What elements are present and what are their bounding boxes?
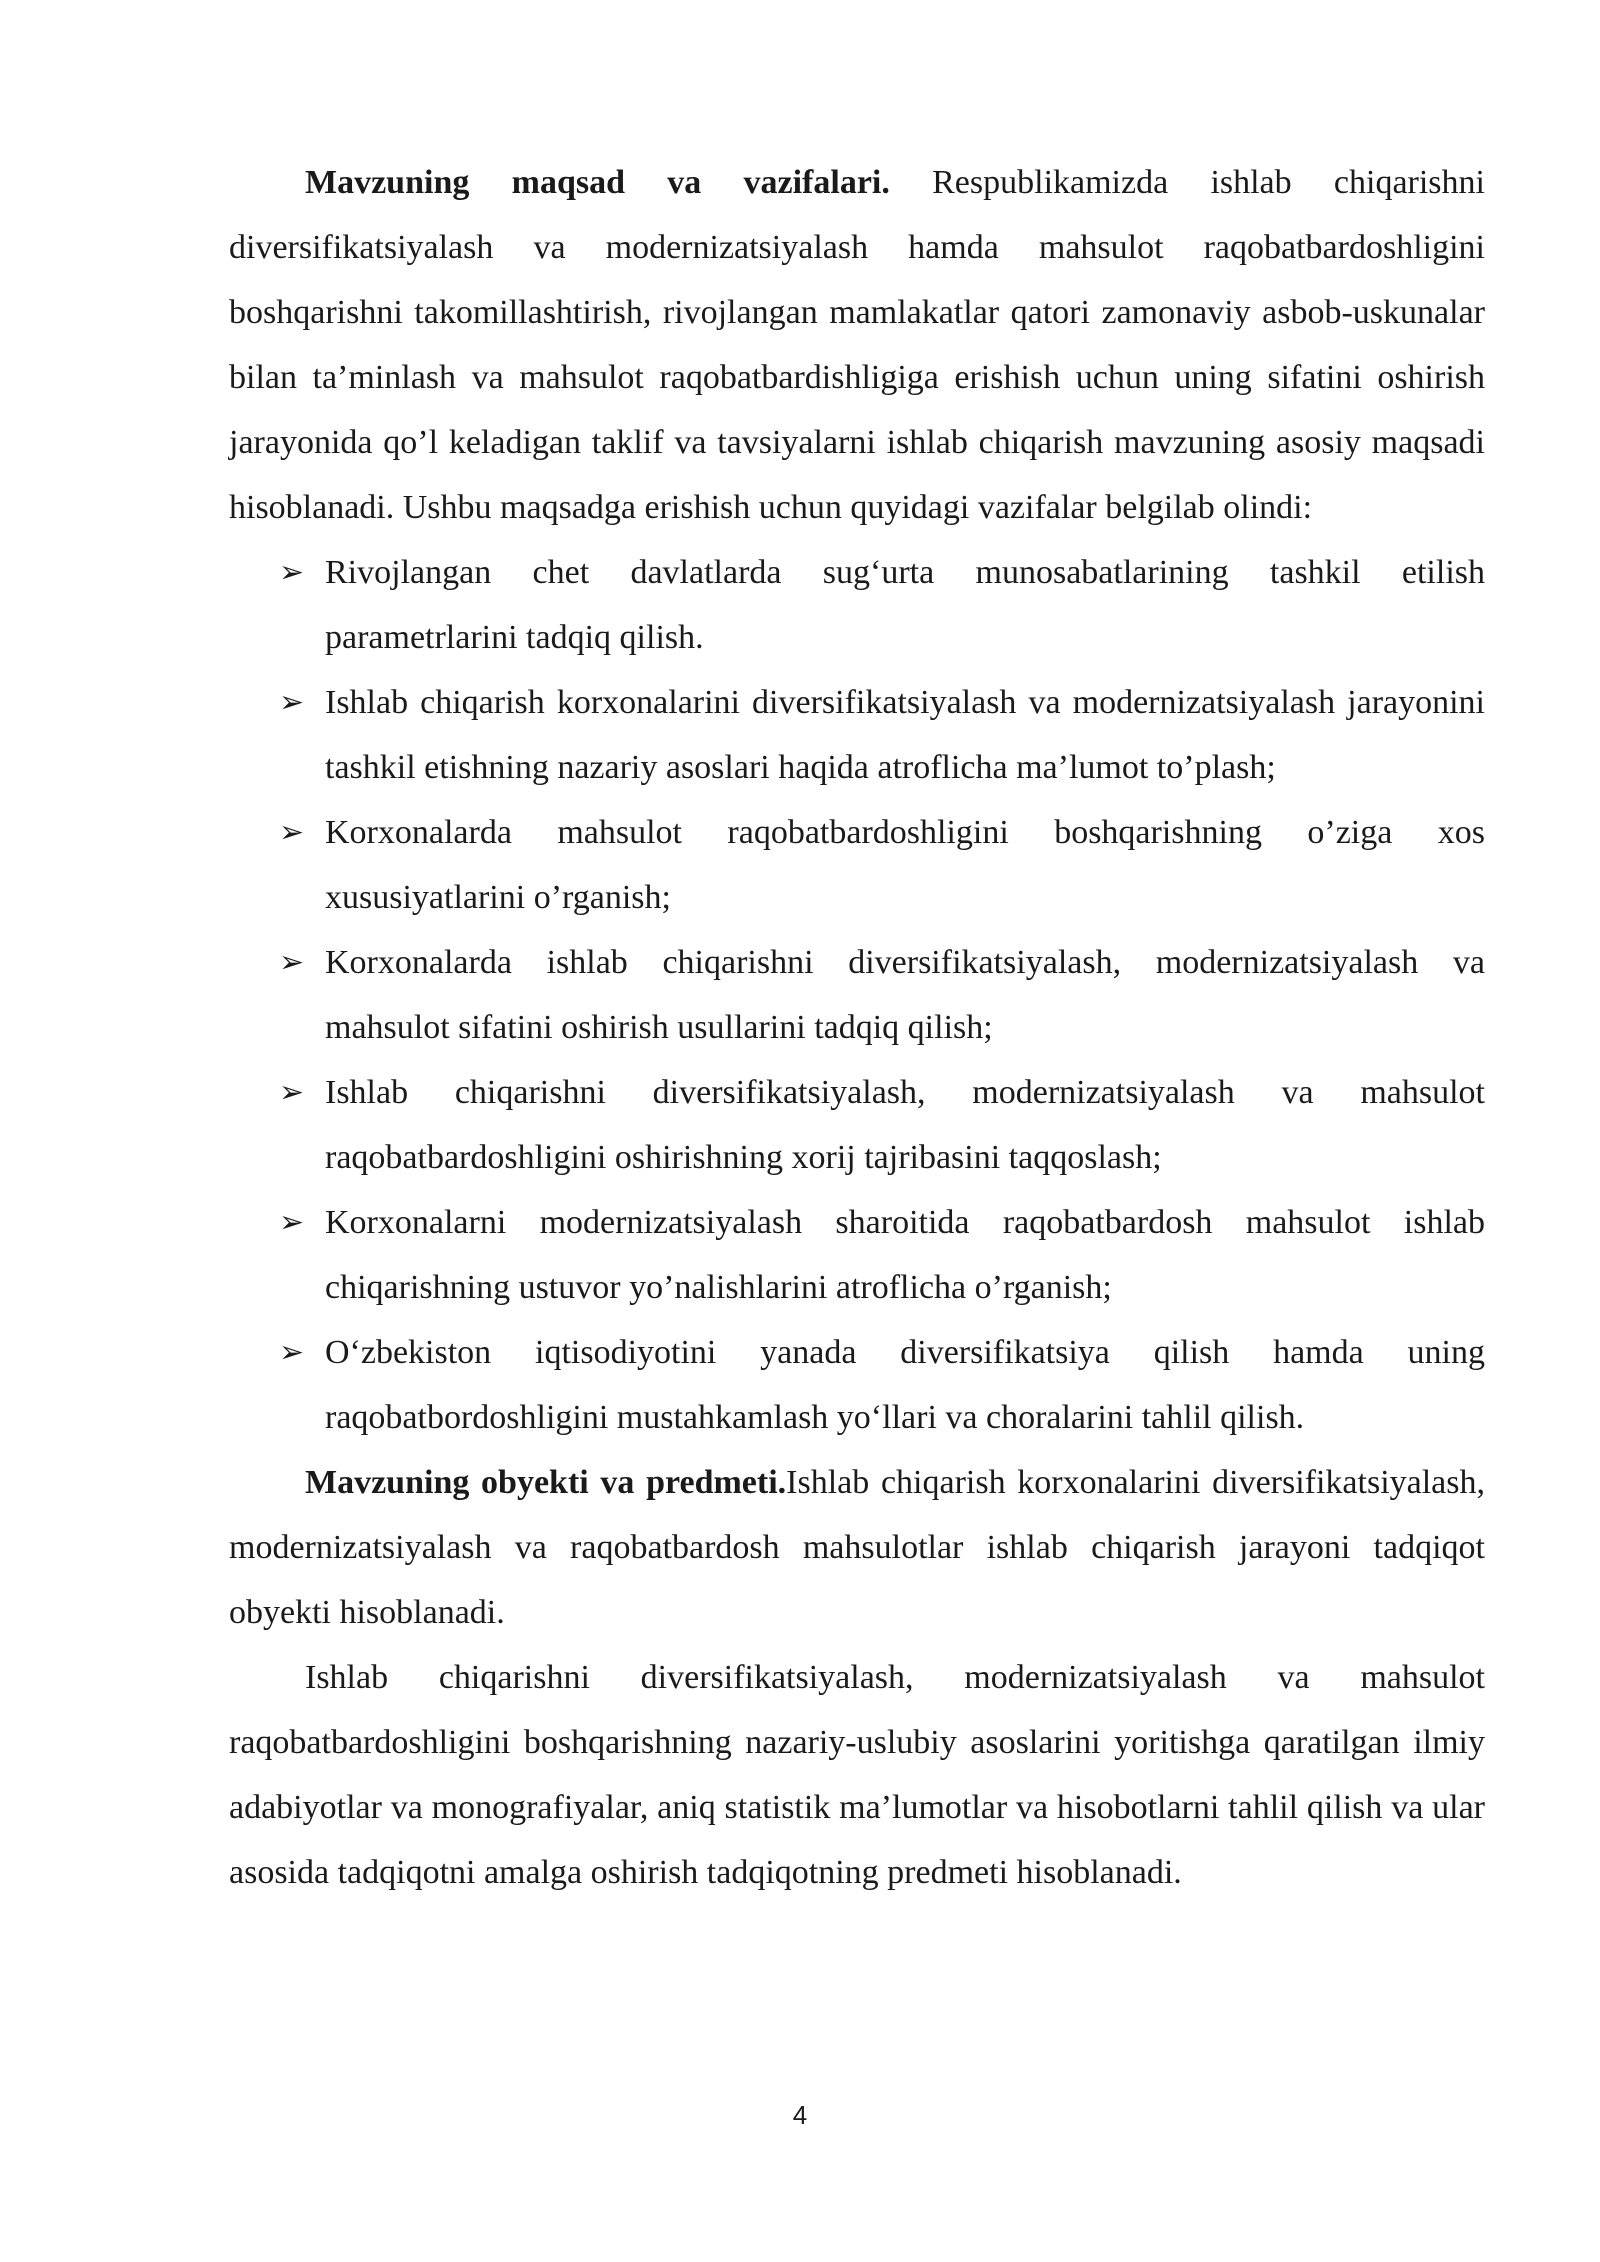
list-item-text: Korxonalarni modernizatsiyalash sharoitida raqobatbardosh mahsulot ishlab chiqarishning ustuvor yo’nalishlarini atroflicha o’rganish; — [325, 1204, 1485, 1306]
arrowhead-bullet-icon: ➢ — [279, 1335, 305, 1370]
list-item-text: Ishlab chiqarishni diversifikatsiyalash, modernizatsiyalash va mahsulot raqobatbardoshligini oshirishning xorij tajribasini taqqoslash; — [325, 1074, 1485, 1176]
arrowhead-bullet-icon: ➢ — [279, 685, 305, 720]
list-item — [229, 670, 1485, 800]
list-item — [229, 1190, 1485, 1320]
arrowhead-bullet-icon: ➢ — [279, 555, 305, 590]
list-item — [229, 930, 1485, 1060]
object-text: Ishlab chiqarish korxonalarini diversifikatsiyalash, modernizatsiyalash va raqobatbardosh mahsulotlar ishlab chiqarish jarayoni tadqiqot obyekti hisoblanadi. — [229, 1464, 1485, 1631]
goals-text: Respublikamizda ishlab chiqarishni diversifikatsiyalash va modernizatsiyalash hamda mahsulot raqobatbardoshligini boshqarishni takomillashtirish, rivojlangan mamlakatlar qatori zamonaviy asbob-uskunalar bilan ta’minlash va mahsulot raqobatbardishligiga erishish uchun uning sifatini oshirish jarayonida qo’l keladigan taklif va tavsiyalarni ishlab chiqarish mavzuning asosiy maqsadi hisoblanadi. Ushbu maqsadga erishish uchun quyidagi vazifalar belgilab olindi: — [229, 164, 1485, 526]
document-page — [229, 150, 1485, 1905]
list-item — [229, 800, 1485, 930]
page-number: 4 — [792, 2100, 808, 2130]
arrowhead-bullet-icon: ➢ — [279, 815, 305, 850]
arrowhead-bullet-icon: ➢ — [279, 1205, 305, 1240]
object-paragraph — [229, 1450, 1485, 1645]
list-item-text: Korxonalarda ishlab chiqarishni diversifikatsiyalash, modernizatsiyalash va mahsulot sifatini oshirish usullarini tadqiq qilish; — [325, 944, 1485, 1046]
list-item — [229, 1320, 1485, 1450]
list-item — [229, 540, 1485, 670]
arrowhead-bullet-icon: ➢ — [279, 945, 305, 980]
tasks-list — [229, 540, 1485, 1450]
list-item-text: Ishlab chiqarish korxonalarini diversifikatsiyalash va modernizatsiyalash jarayonini tashkil etishning nazariy asoslari haqida atroflicha ma’lumot to’plash; — [325, 684, 1485, 786]
goals-heading: Mavzuning maqsad va vazifalari. — [305, 164, 890, 201]
arrowhead-bullet-icon: ➢ — [279, 1075, 305, 1110]
goals-paragraph — [229, 150, 1485, 540]
list-item — [229, 1060, 1485, 1190]
list-item-text: Korxonalarda mahsulot raqobatbardoshligini boshqarishning o’ziga xos xususiyatlarini o’rganish; — [325, 814, 1485, 916]
list-item-text: Rivojlangan chet davlatlarda sug‘urta munosabatlarining tashkil etilish parametrlarini tadqiq qilish. — [325, 554, 1485, 656]
object-heading: Mavzuning obyekti va predmeti. — [305, 1464, 787, 1501]
list-item-text: O‘zbekiston iqtisodiyotini yanada diversifikatsiya qilish hamda uning raqobatbordoshligini mustahkamlash yo‘llari va choralarini tahlil qilish. — [325, 1334, 1485, 1436]
subject-paragraph: Ishlab chiqarishni diversifikatsiyalash, modernizatsiyalash va mahsulot raqobatbardoshligini boshqarishning nazariy-uslubiy asoslarini yoritishga qaratilgan ilmiy adabiyotlar va monografiyalar, aniq statistik ma’lumotlar va hisobotlarni tahlil qilish va ular asosida tadqiqotni amalga oshirish tadqiqotning predmeti hisoblanadi. — [229, 1659, 1485, 1891]
